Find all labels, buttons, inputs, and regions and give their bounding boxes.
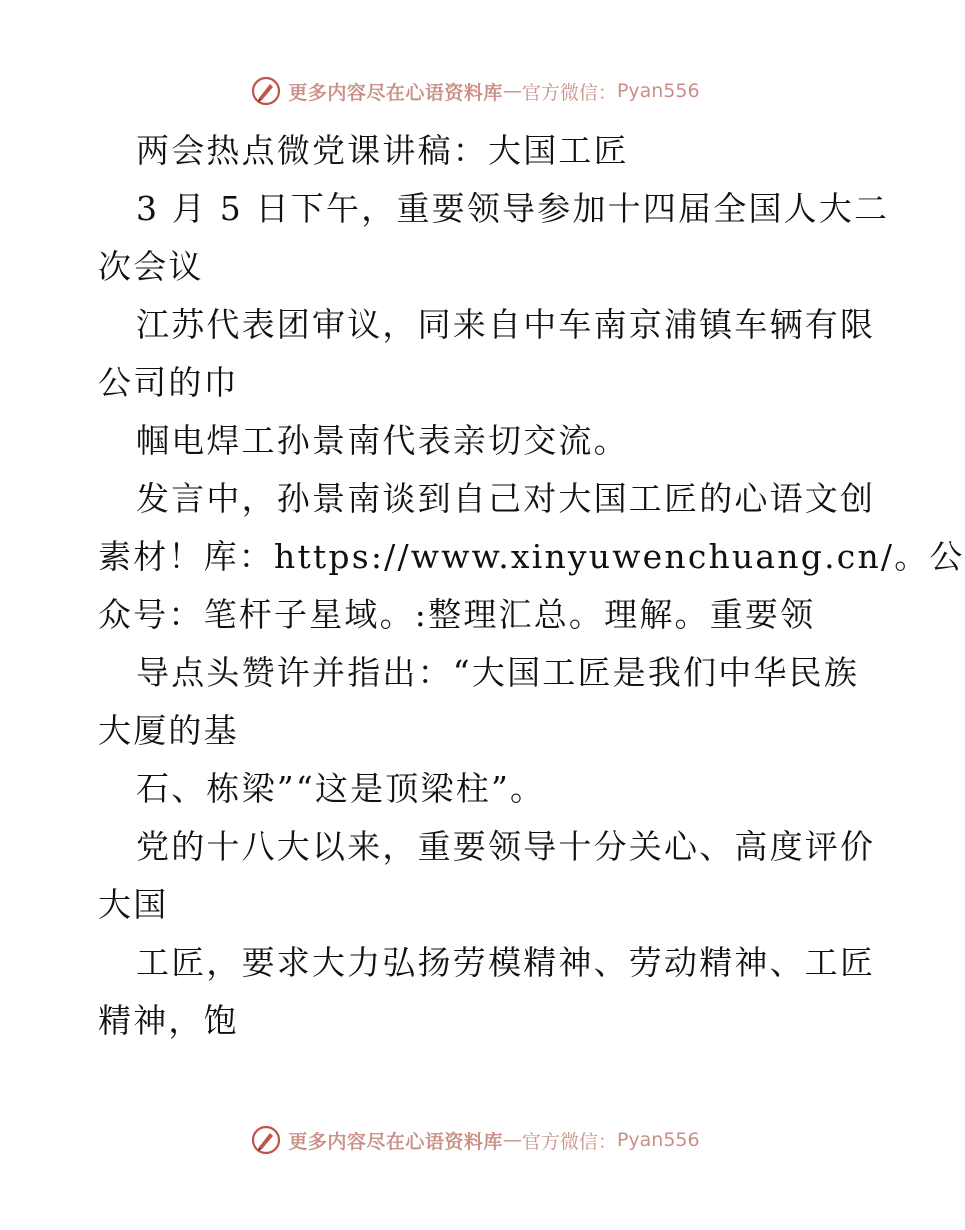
- paragraph-line: 精神，饱: [98, 1001, 239, 1040]
- paragraph-line: 素材！库：https://www.xinyuwenchuang.cn/。公: [98, 537, 965, 576]
- watermark-wechat-label: 官方微信：: [521, 81, 617, 104]
- paragraph-line: 大厦的基: [98, 711, 239, 750]
- paragraph-line: 3 月 5 日下午，重要领导参加十四届全国人大二: [136, 189, 890, 228]
- paragraph-line: 次会议: [98, 247, 204, 286]
- document-title: 两会热点微党课讲稿：大国工匠: [136, 131, 629, 170]
- watermark-separator: —: [502, 1129, 522, 1151]
- paragraph-line: 众号：笔杆子星域。:整理汇总。理解。重要领: [98, 595, 816, 634]
- watermark-brand-text: 更多内容尽在心语资料库: [288, 81, 503, 104]
- watermark-separator: —: [502, 80, 522, 102]
- paragraph-line: 帼电焊工孙景南代表亲切交流。: [136, 421, 629, 460]
- paragraph-line: 大国: [98, 885, 169, 924]
- pen-logo-icon: [250, 75, 282, 107]
- paragraph-line: 发言中，孙景南谈到自己对大国工匠的心语文创: [136, 479, 876, 518]
- watermark-wechat-id: Pyan556: [616, 80, 700, 102]
- paragraph-line: 导点头赞许并指出：“大国工匠是我们中华民族: [136, 653, 860, 692]
- pen-logo-icon: [250, 1124, 282, 1156]
- footer-watermark: [0, 1120, 950, 1160]
- watermark-wechat-id: Pyan556: [616, 1129, 700, 1151]
- watermark-brand-text: 更多内容尽在心语资料库: [288, 1130, 503, 1153]
- paragraph-line: 党的十八大以来，重要领导十分关心、高度评价: [136, 827, 876, 866]
- header-watermark: [0, 71, 950, 111]
- paragraph-line: 江苏代表团审议，同来自中车南京浦镇车辆有限: [136, 305, 876, 344]
- paragraph-line: 公司的巾: [98, 363, 239, 402]
- paragraph-line: 工匠，要求大力弘扬劳模精神、劳动精神、工匠: [136, 943, 876, 982]
- watermark-wechat-label: 官方微信：: [521, 1130, 617, 1153]
- paragraph-line: 石、栋梁”“这是顶梁柱”。: [136, 769, 546, 808]
- document-body: [98, 122, 965, 1050]
